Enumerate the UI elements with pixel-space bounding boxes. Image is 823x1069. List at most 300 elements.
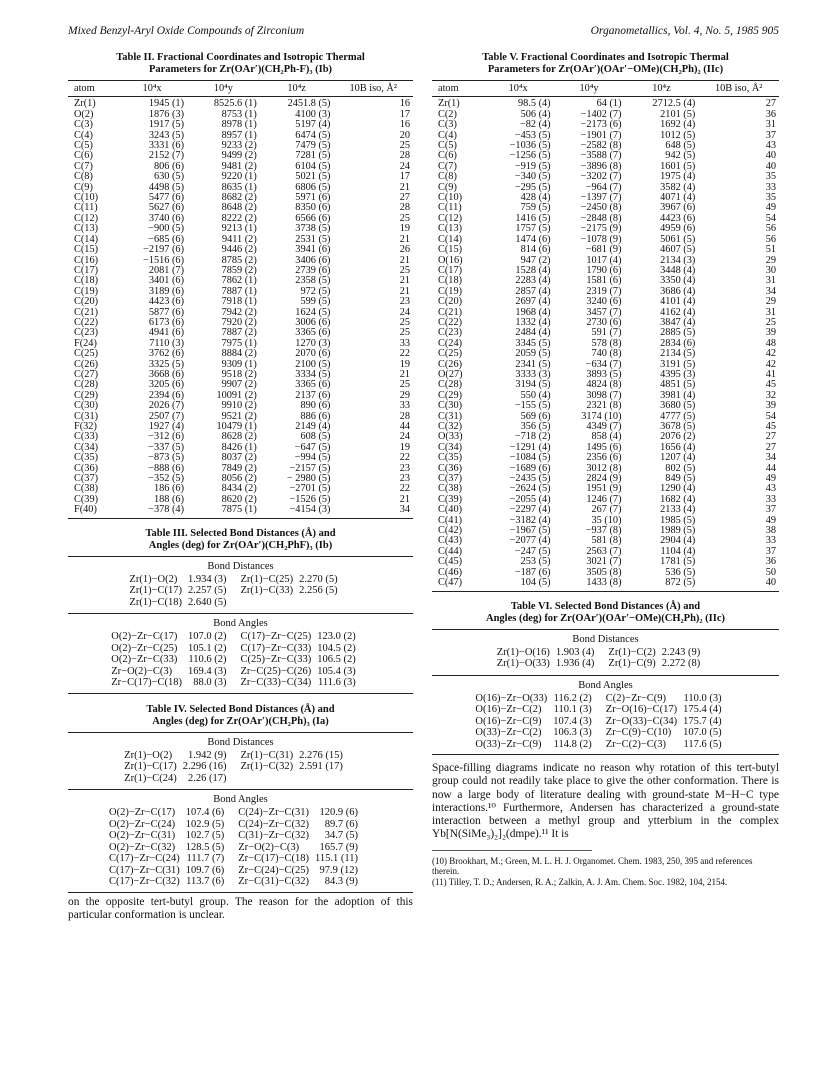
table-cell: −155 (5) xyxy=(514,400,551,412)
table-cell: 2824 (9) xyxy=(586,473,622,485)
table-cell: 4101 (4) xyxy=(660,296,696,308)
table-cell: 1270 (3) xyxy=(295,337,331,349)
table-cell: 858 (4) xyxy=(591,431,622,443)
table-cell: 33 xyxy=(765,535,776,547)
table-cell: C(19) xyxy=(74,285,99,297)
table-cell: C(19) xyxy=(438,285,463,297)
table-cell: 21 xyxy=(399,181,410,193)
footnotes xyxy=(432,850,753,887)
table-cell: 2507 (7) xyxy=(148,410,185,422)
table-cell: 3967 (6) xyxy=(660,202,696,214)
table-cell: 43 xyxy=(765,140,776,152)
table-cell: 2857 (4) xyxy=(515,285,551,297)
table-cell: 20 xyxy=(399,129,410,141)
table-row xyxy=(497,647,714,659)
table-cell: C(2)−Zr−C(9) xyxy=(605,692,667,704)
table-cell: C(44) xyxy=(438,545,463,557)
table-cell: 128.5 (5) xyxy=(185,841,225,853)
table-cell: 2076 (2) xyxy=(660,431,696,443)
table-cell: 3406 (6) xyxy=(295,254,331,266)
table-cell: 34 xyxy=(765,285,776,297)
table-cell: 107.4 (3) xyxy=(553,715,592,727)
table-cell: 4959 (6) xyxy=(660,223,696,235)
table3-angles-title: Bond Angles xyxy=(213,618,268,630)
table-row xyxy=(432,97,779,110)
table-cell: 6566 (6) xyxy=(295,212,331,224)
table-cell xyxy=(299,597,352,609)
table-cell: C(36) xyxy=(438,462,463,474)
table-cell: 3365 (6) xyxy=(295,379,331,391)
table-cell: 1692 (4) xyxy=(660,119,696,131)
table-cell: C(3) xyxy=(438,119,457,131)
table-cell: 608 (5) xyxy=(300,431,331,443)
table-cell: 107.0 (5) xyxy=(683,727,722,738)
table-row xyxy=(129,574,351,586)
table-cell: 51 xyxy=(765,244,776,256)
table-cell: −2297 (4) xyxy=(509,504,551,516)
table-cell: 2321 (8) xyxy=(586,400,622,412)
table-cell: C(37) xyxy=(438,473,463,485)
table-cell: −2450 (8) xyxy=(580,202,622,214)
table-cell: 1012 (5) xyxy=(660,129,696,141)
table-cell: 36 xyxy=(765,108,776,120)
table-cell: C(30) xyxy=(438,400,463,412)
table-cell: 44 xyxy=(399,421,410,432)
table-cell: 2026 (7) xyxy=(148,400,185,412)
table-cell: C(41) xyxy=(438,514,463,526)
table-cell: 27 xyxy=(399,192,410,204)
table-cell: Zr−C(17)−C(18) xyxy=(238,853,310,865)
table-cell: −3182 (4) xyxy=(509,514,551,526)
table-cell: Zr(1)−O(33) xyxy=(496,658,550,669)
table-cell: C(17)−Zr−C(31) xyxy=(109,864,180,876)
table-cell: C(23) xyxy=(438,327,463,339)
table-cell: 1975 (4) xyxy=(660,171,696,183)
table-row xyxy=(109,842,372,854)
table-cell: C(25) xyxy=(438,348,463,360)
table-cell: 759 (5) xyxy=(520,202,551,214)
table-cell: 107.4 (6) xyxy=(185,807,225,819)
table-cell: 2.591 (17) xyxy=(299,761,343,773)
table-cell: 39 xyxy=(765,400,776,412)
table-cell: 2134 (5) xyxy=(660,348,696,360)
table-cell: C(33) xyxy=(74,431,99,443)
table-cell: 2081 (7) xyxy=(148,264,185,276)
table-cell: 3021 (7) xyxy=(586,556,622,568)
table-cell: C(34) xyxy=(438,441,463,453)
table-cell: 89.7 (6) xyxy=(324,818,358,830)
table-cell: 3762 (6) xyxy=(148,348,185,360)
table-cell: 1876 (3) xyxy=(148,108,185,120)
table-cell: 111.6 (3) xyxy=(318,677,356,689)
table-cell: C(21) xyxy=(438,306,463,318)
table-cell: −685 (6) xyxy=(148,233,185,245)
table-cell: 3012 (8) xyxy=(586,462,622,474)
table-cell: Zr−C(25)−C(26) xyxy=(240,665,312,677)
table-cell: 2.270 (5) xyxy=(299,573,338,585)
table-cell: 4423 (6) xyxy=(148,296,185,308)
table-cell: C(20) xyxy=(74,296,99,308)
table-cell: Zr(1)−O(2) xyxy=(124,749,173,761)
table-cell: 3448 (4) xyxy=(660,264,696,276)
table-cell: Zr(1)−O(16) xyxy=(496,646,550,658)
table-cell: 3191 (5) xyxy=(660,358,696,370)
table-cell: 4071 (4) xyxy=(660,192,696,204)
running-head xyxy=(68,25,779,41)
table-cell: 1985 (5) xyxy=(660,514,696,526)
table-cell: 1104 (4) xyxy=(660,545,696,557)
table-header-row: atom 10⁴x 10⁴y 10⁴z 10B iso, Å² xyxy=(68,81,413,97)
table-cell: 188 (6) xyxy=(153,493,185,505)
table-cell: −247 (5) xyxy=(514,545,551,557)
table-cell: 33 xyxy=(765,493,776,505)
table-cell: 2563 (7) xyxy=(586,545,622,557)
table-cell: 2531 (5) xyxy=(295,233,331,245)
table-cell: 2.257 (5) xyxy=(188,585,227,597)
table-cell: C(30) xyxy=(74,400,99,412)
table-cell: 1656 (4) xyxy=(660,441,696,453)
table-cell: 31 xyxy=(765,275,776,287)
table4-angles xyxy=(109,807,372,888)
table-cell: 8620 (2) xyxy=(221,493,257,505)
table-cell: 9499 (2) xyxy=(221,150,257,162)
table-row xyxy=(109,876,372,888)
table-cell: 37 xyxy=(765,545,776,557)
table-cell: 21 xyxy=(399,254,410,266)
table-cell: 43 xyxy=(765,483,776,495)
table5-coordinates xyxy=(432,80,779,592)
table-cell: 1790 (6) xyxy=(586,264,622,276)
table-row xyxy=(124,750,357,762)
table-cell: 2.243 (9) xyxy=(661,646,701,658)
table-cell: 806 (6) xyxy=(153,160,185,172)
table-cell: −681 (9) xyxy=(585,244,622,256)
table-cell: 25 xyxy=(399,264,410,276)
table-cell: O(16) xyxy=(438,254,463,266)
table-cell: 2133 (4) xyxy=(660,504,696,516)
table-cell: C(8) xyxy=(74,171,93,183)
table-cell: C(12) xyxy=(438,212,463,224)
table-header-row: atom 10⁴x 10⁴y 10⁴z 10B iso, Å² xyxy=(432,81,779,97)
table-cell: 115.1 (11) xyxy=(315,853,358,865)
table-cell: 30 xyxy=(765,264,776,276)
table-cell: C(39) xyxy=(438,493,463,505)
table-cell: −1901 (7) xyxy=(580,129,622,141)
table-cell: 40 xyxy=(698,578,779,591)
table-cell: C(38) xyxy=(438,483,463,495)
table-cell: 37 xyxy=(765,129,776,141)
table-cell: 84.3 (9) xyxy=(324,876,358,888)
table-row xyxy=(111,631,370,643)
table-cell: 536 (5) xyxy=(665,566,696,578)
table-row xyxy=(109,807,372,819)
table-row xyxy=(111,666,370,678)
table-cell: 7887 (2) xyxy=(221,327,257,339)
table-cell: 104 (5) xyxy=(483,578,554,591)
table-cell: C(9) xyxy=(438,181,457,193)
table3-distances xyxy=(129,574,351,609)
table-cell: − 2980 (5) xyxy=(286,473,331,485)
table-cell: 6806 (5) xyxy=(295,181,331,193)
table-cell: 2712.5 (4) xyxy=(652,98,696,110)
table-cell: 506 (4) xyxy=(520,108,551,120)
table-cell: C(12) xyxy=(74,212,99,224)
table-cell: Zr(1)−C(18) xyxy=(129,596,182,608)
table-cell: 972 (5) xyxy=(300,285,331,297)
table-cell: 186 (6) xyxy=(153,483,185,495)
table-cell: 33 xyxy=(399,337,410,349)
table-cell: 34 xyxy=(765,452,776,464)
table-cell: C(10) xyxy=(74,192,99,204)
table-cell: 29 xyxy=(765,254,776,266)
table-cell: 6104 (5) xyxy=(295,160,331,172)
table-cell: C(35) xyxy=(438,452,463,464)
table-cell: −378 (4) xyxy=(117,505,187,518)
table-cell: −647 (5) xyxy=(294,441,331,453)
table-cell: 6173 (6) xyxy=(148,316,185,328)
table-cell: 8753 (1) xyxy=(221,108,257,120)
table-cell: C(17) xyxy=(74,264,99,276)
table-cell: 3331 (6) xyxy=(148,140,185,152)
table-row xyxy=(475,739,735,751)
table-cell: 111.7 (7) xyxy=(186,853,225,865)
table-cell: 31 xyxy=(765,119,776,131)
table-cell: 22 xyxy=(399,452,410,464)
table-cell: Zr−O(2)−C(3) xyxy=(238,841,300,853)
table-cell: 123.0 (2) xyxy=(317,631,356,643)
table-cell: 1207 (4) xyxy=(660,452,696,464)
table-cell: −3896 (8) xyxy=(580,160,622,172)
table-row xyxy=(68,505,413,518)
table-cell: 5627 (6) xyxy=(148,202,185,214)
table-cell: 9907 (2) xyxy=(221,379,257,391)
table-cell: 1332 (4) xyxy=(515,316,551,328)
table-cell: Zr−C(33)−C(34) xyxy=(240,677,312,689)
table-cell: 2.256 (5) xyxy=(299,585,338,597)
table-cell: 7975 (1) xyxy=(221,337,257,349)
table-cell: 3680 (5) xyxy=(660,400,696,412)
table-cell: 3941 (6) xyxy=(295,244,331,256)
table-cell: 1.936 (4) xyxy=(555,658,595,669)
table-cell: 9213 (1) xyxy=(221,223,257,235)
table-cell: C(42) xyxy=(438,525,463,537)
table-cell: C(16) xyxy=(74,254,99,266)
table-cell: 253 (5) xyxy=(520,556,551,568)
table-cell: C(37) xyxy=(74,473,99,485)
table-cell: 2739 (6) xyxy=(295,264,331,276)
table-cell: C(40) xyxy=(438,504,463,516)
table-cell: 8648 (2) xyxy=(221,202,257,214)
table-cell: −2435 (5) xyxy=(509,473,551,485)
table-cell: −937 (8) xyxy=(585,525,622,537)
table-row xyxy=(432,578,779,591)
table-cell: 4851 (5) xyxy=(660,379,696,391)
table-cell: 8978 (1) xyxy=(221,119,257,131)
table-cell: C(15) xyxy=(438,244,463,256)
table-cell: 872 (5) xyxy=(625,578,699,591)
table-cell: C(38) xyxy=(74,483,99,495)
table-cell: −3588 (7) xyxy=(580,150,622,162)
footnote: (10) Brookhart, M.; Green, M. L. H. J. Organomet. Chem. 1983, 250, 395 and references therein. xyxy=(432,855,753,877)
table-row xyxy=(111,654,370,666)
table-cell: 8056 (2) xyxy=(221,473,257,485)
table-cell: 40 xyxy=(765,160,776,172)
table6-distances xyxy=(497,647,714,670)
table-cell: 1968 (4) xyxy=(515,306,551,318)
table-cell: 27 xyxy=(765,431,776,443)
table-cell: −2197 (6) xyxy=(143,244,185,256)
table-cell: 9411 (2) xyxy=(221,233,257,245)
table-cell: 2070 (6) xyxy=(295,348,331,360)
table-cell: 16 xyxy=(399,119,410,131)
table-cell: 428 (4) xyxy=(520,192,551,204)
table-cell: 1601 (5) xyxy=(660,160,696,172)
right-body-text: Space-filling diagrams indicate no reason why rotation of this tert-butyl group could not readily take place to give the other conformation. There is now a large body of literature dealing with ground-state M−H−C type interactions.¹⁰ Furthermore, Andersen has characterized a ground-state interaction between a methyl group and ytterbium in the complex Yb[N(SiMe₃)₂]₂(dmpe).¹¹ It is xyxy=(432,762,779,841)
table-cell: 114.8 (2) xyxy=(553,738,592,750)
table-cell: C(17)−Zr−C(25) xyxy=(240,631,312,643)
table-cell: C(2) xyxy=(438,108,457,120)
table-cell: C(22) xyxy=(74,316,99,328)
table-cell: −1526 (5) xyxy=(289,493,331,505)
table-cell: Zr(1)−C(25) xyxy=(240,573,294,585)
table-cell: 3205 (6) xyxy=(148,379,185,391)
table-cell: −1689 (6) xyxy=(509,462,551,474)
table-cell: C(5) xyxy=(74,140,93,152)
table-cell: 4824 (8) xyxy=(586,379,622,391)
table-cell: 106.5 (2) xyxy=(317,654,356,666)
table-cell: 175.7 (4) xyxy=(683,715,722,727)
table-cell: 8525.6 (1) xyxy=(213,98,257,110)
table4-angles-title: Bond Angles xyxy=(213,794,268,806)
table-cell: 16 xyxy=(399,98,410,110)
table-cell: 2100 (5) xyxy=(295,358,331,370)
table-cell: 19 xyxy=(399,223,410,235)
table-cell: C(23) xyxy=(74,327,99,339)
table-cell: O(2)−Zr−C(17) xyxy=(111,631,178,643)
table-cell: 117.6 (5) xyxy=(683,738,722,750)
table-cell: C(15) xyxy=(74,244,99,256)
table-cell: Zr(1)−C(9) xyxy=(608,658,656,669)
table-cell: 5971 (6) xyxy=(295,192,331,204)
table-cell: 8628 (2) xyxy=(221,431,257,443)
table-cell: 3668 (6) xyxy=(148,368,185,380)
table-cell: F(32) xyxy=(74,421,97,432)
table-cell: −2701 (5) xyxy=(289,483,331,495)
table-cell: 3365 (6) xyxy=(295,327,331,339)
table-cell: C(43) xyxy=(438,535,463,547)
table-cell: 648 (5) xyxy=(665,140,696,152)
table-cell: 56 xyxy=(765,233,776,245)
table-cell: 35 xyxy=(765,171,776,183)
table-cell: 3174 (10) xyxy=(581,410,622,422)
table-row xyxy=(109,865,372,877)
table-cell: 2283 (4) xyxy=(515,275,551,287)
table-cell: 25 xyxy=(399,212,410,224)
table-cell: C(13) xyxy=(74,223,99,235)
table-cell: −1402 (7) xyxy=(580,108,622,120)
table-cell: 578 (8) xyxy=(591,337,622,349)
table-cell: C(21) xyxy=(74,306,99,318)
table-cell: Zr(1) xyxy=(438,98,460,110)
table-cell: C(9) xyxy=(74,181,93,193)
table-cell: C(17) xyxy=(438,264,463,276)
table-cell: 814 (6) xyxy=(520,244,551,256)
table-cell: 28 xyxy=(399,410,410,422)
table-cell: −2077 (4) xyxy=(509,535,551,547)
table-cell: 2.276 (15) xyxy=(299,749,343,761)
table-cell: 17 xyxy=(399,171,410,183)
table-cell: Zr(1)−C(31) xyxy=(240,749,294,761)
table-cell: 9233 (2) xyxy=(221,140,257,152)
table-cell: 24 xyxy=(399,160,410,172)
table-cell: 4941 (6) xyxy=(148,327,185,339)
table-cell: 1624 (5) xyxy=(295,306,331,318)
table-cell: C(4) xyxy=(438,129,457,141)
table5-caption: Table V. Fractional Coordinates and Isotropic Thermal Parameters for Zr(OAr′)(OAr′−OMe)(CH₂Ph)₂ (IIc) xyxy=(482,52,729,75)
table-cell: 2697 (4) xyxy=(515,296,551,308)
table-cell: Zr(1)−C(17) xyxy=(129,585,182,597)
table-cell: O(2)−Zr−C(31) xyxy=(109,830,176,842)
table-cell: Zr−C(31)−C(32) xyxy=(238,876,310,888)
table-cell: 5021 (5) xyxy=(295,171,331,183)
table-cell: 8785 (2) xyxy=(221,254,257,266)
table-cell: 9446 (2) xyxy=(221,244,257,256)
table-cell: O(27) xyxy=(438,368,463,380)
table-cell: 2.640 (5) xyxy=(188,596,227,608)
table-cell: C(47) xyxy=(432,578,483,591)
right-column xyxy=(432,52,779,887)
table-cell: C(25) xyxy=(74,348,99,360)
table-cell: C(8) xyxy=(438,171,457,183)
table-cell: C(32) xyxy=(438,421,463,432)
table-cell: 599 (5) xyxy=(300,296,331,308)
table-cell: 1290 (4) xyxy=(660,483,696,495)
table-cell: Zr(1)−C(2) xyxy=(608,646,656,658)
table-cell: 7920 (2) xyxy=(221,316,257,328)
table-cell: 22 xyxy=(399,483,410,495)
table-cell: F(40) xyxy=(68,505,117,518)
table-cell: −1516 (6) xyxy=(143,254,185,266)
table-cell: 849 (5) xyxy=(665,473,696,485)
table-row xyxy=(111,643,370,655)
table-cell: O(33)−Zr−C(2) xyxy=(475,727,542,738)
table-cell: 802 (5) xyxy=(665,462,696,474)
left-column xyxy=(68,52,413,922)
table-cell: 25 xyxy=(399,140,410,152)
table-cell: C(5) xyxy=(438,140,457,152)
table-cell: 38 xyxy=(765,525,776,537)
table-cell: 569 (6) xyxy=(520,410,551,422)
table-cell: Zr(1)−C(24) xyxy=(124,772,177,784)
table-cell: C(3) xyxy=(74,119,93,131)
table6-caption: Table VI. Selected Bond Distances (Å) and Angles (deg) for Zr(OAr′)(OAr′−OMe)(CH₂Ph)₂ (IIc) xyxy=(485,600,725,624)
table-cell: 23 xyxy=(399,296,410,308)
table-cell: 8222 (2) xyxy=(221,212,257,224)
table-cell: −352 (5) xyxy=(148,473,185,485)
table-cell: 3194 (5) xyxy=(515,379,551,391)
table-cell: 104.5 (2) xyxy=(317,642,356,654)
table-cell: O(33) xyxy=(438,431,463,443)
table-cell: 27 xyxy=(765,98,776,110)
table-cell: 7479 (5) xyxy=(295,140,331,152)
table-cell: 19 xyxy=(399,358,410,370)
table-cell: 3350 (4) xyxy=(660,275,696,287)
table-cell: 19 xyxy=(399,441,410,453)
table-cell: 2834 (6) xyxy=(660,337,696,349)
table-cell: O(2)−Zr−C(32) xyxy=(109,841,176,853)
table-cell: 165.7 (9) xyxy=(319,841,358,853)
table-cell: 8635 (1) xyxy=(221,181,257,193)
